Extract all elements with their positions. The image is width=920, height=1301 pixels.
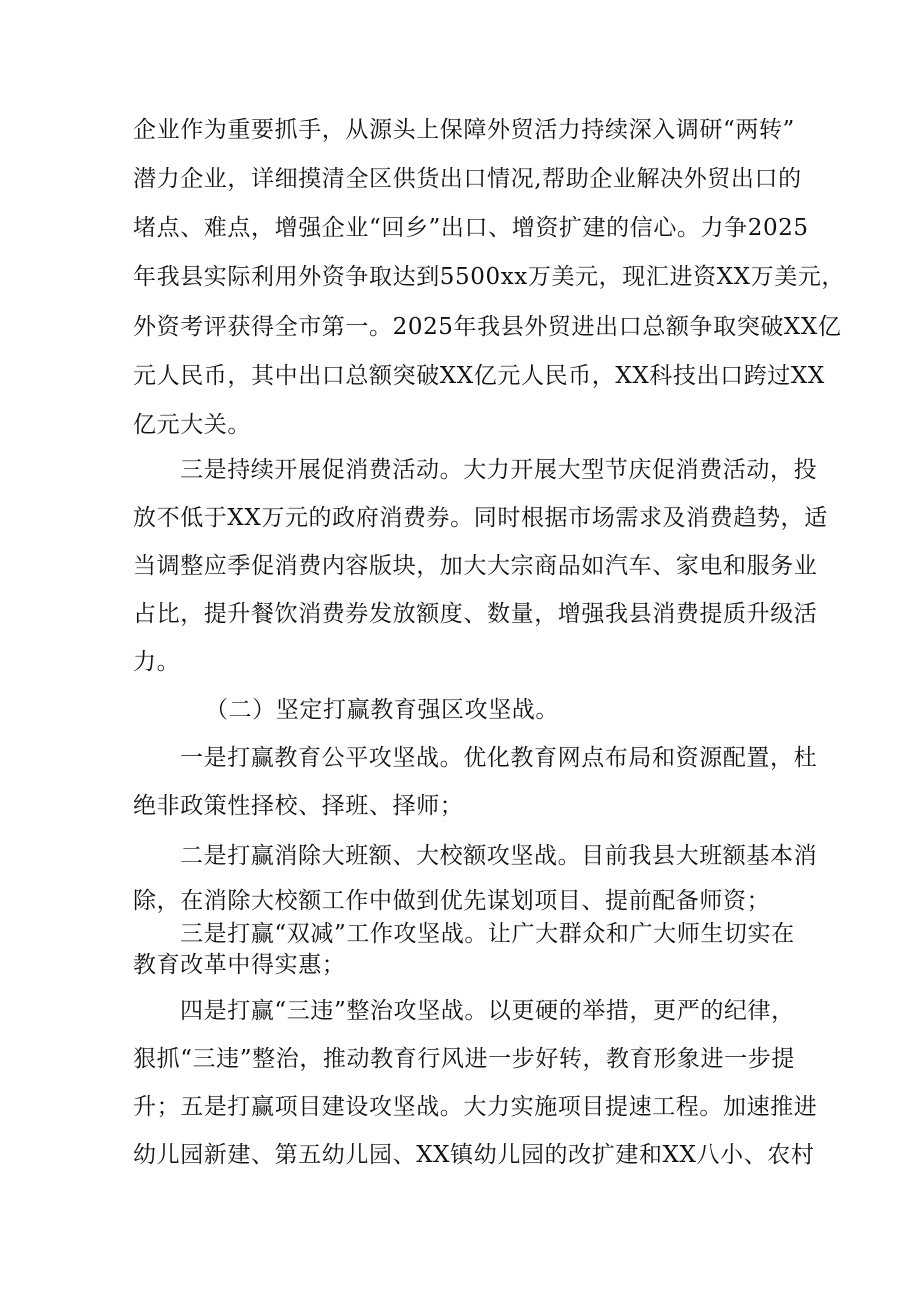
- paragraph-line: 放不低于XX万元的政府消费券。同时根据市场需求及消费趋势，适: [133, 505, 828, 531]
- section-heading: （二）坚定打赢教育强区攻坚战。: [205, 697, 559, 723]
- paragraph-line: 亿元大关。: [133, 412, 251, 438]
- paragraph-line: 占比，提升餐饮消费券发放额度、数量，增强我县消费提质升级活: [133, 601, 818, 627]
- paragraph-line: 潜力企业，详细摸清全区供货出口情况,帮助企业解决外贸出口的: [133, 166, 802, 192]
- paragraph-line: 当调整应季促消费内容版块，加大大宗商品如汽车、家电和服务业: [133, 553, 818, 579]
- paragraph-line: 升；五是打赢项目建设攻坚战。大力实施项目提速工程。加速推进: [133, 1094, 818, 1120]
- paragraph-line: 教育改革中得实惠；: [133, 952, 346, 978]
- paragraph-line: 堵点、难点，增强企业“回乡”出口、增资扩建的信心。力争2025: [133, 215, 809, 241]
- paragraph-line: 力。: [133, 649, 181, 675]
- paragraph-line: 狠抓“三违”整治，推动教育行风进一步好转，教育形象进一步提: [133, 1046, 795, 1072]
- paragraph-line: 企业作为重要抓手，从源头上保障外贸活力持续深入调研“两转”: [133, 117, 795, 143]
- paragraph-line: 三是打赢“双减”工作攻坚战。让广大群众和广大师生切实在: [180, 921, 795, 947]
- paragraph-line: 元人民币，其中出口总额突破XX亿元人民币，XX科技出口跨过XX: [133, 363, 825, 389]
- paragraph-line: 四是打赢“三违”整治攻坚战。以更硬的举措，更严的纪律，: [180, 998, 795, 1024]
- paragraph-line: 年我县实际利用外资争取达到5500xx万美元，现汇进资XX万美元，: [133, 264, 846, 290]
- paragraph-line: 一是打赢教育公平攻坚战。优化教育网点布局和资源配置，杜: [180, 745, 818, 771]
- paragraph-line: 三是持续开展促消费活动。大力开展大型节庆促消费活动，投: [180, 457, 818, 483]
- paragraph-line: 幼儿园新建、第五幼儿园、XX镇幼儿园的改扩建和XX八小、农村: [133, 1142, 815, 1168]
- paragraph-line: 外资考评获得全市第一。2025年我县外贸进出口总额争取突破XX亿: [133, 314, 842, 340]
- paragraph-line: 绝非政策性择校、择班、择师；: [133, 793, 464, 819]
- paragraph-line: 二是打赢消除大班额、大校额攻坚战。目前我县大班额基本消: [180, 843, 818, 869]
- paragraph-line: 除，在消除大校额工作中做到优先谋划项目、提前配备师资；: [133, 888, 771, 914]
